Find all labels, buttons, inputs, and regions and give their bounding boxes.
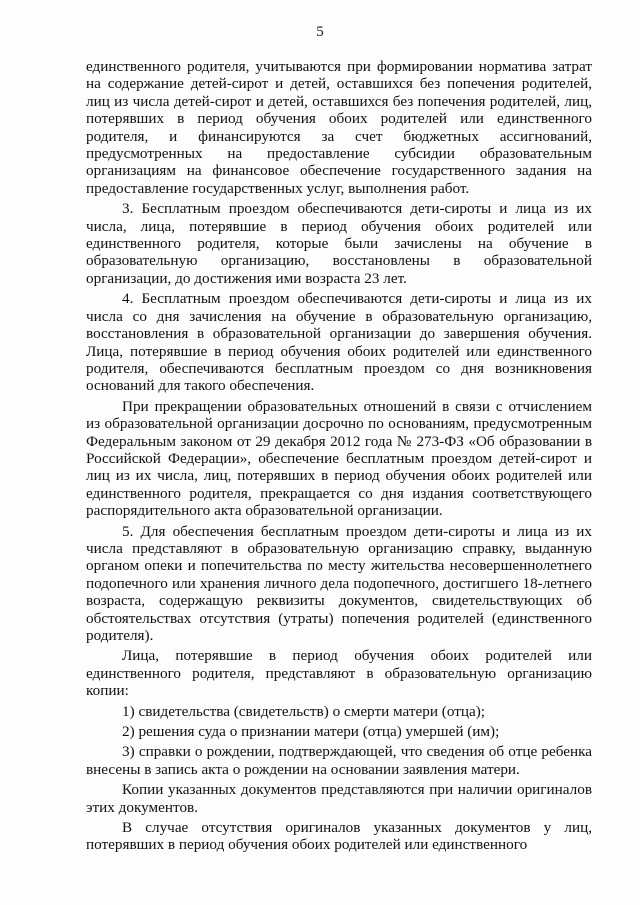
list-item-1: 1) свидетельства (свидетельств) о смерти матери (отца); (122, 702, 486, 720)
list-item-2: 2) решения суда о признании матери (отца) умершей (им); (122, 723, 500, 741)
paragraph-item-3: 3. Бесплатным проездом обеспечиваются дети-сироты и лица из их числа, лица, потерявшие в период обучения обоих родителей или единственного родителя, которые были зачислены на обучение в образовательную организацию, восстановлены в образовательной организации, до достижения ими возраста 23 лет. (86, 200, 592, 287)
page-number: 5 (316, 24, 324, 40)
paragraph-termination: При прекращении образовательных отношений в связи с отчислением из образовательной организации досрочно по основаниям, предусмотренным Федеральным законом от 29 декабря 2012 года № 273-ФЗ «Об образовании в Российской Федерации», обеспечение бесплатным проездом детей-сирот и лиц из их числа, лиц, потерявших в период обучения обоих родителей или единственного родителя, прекращается со дня издания соответствующего распорядительного акта образовательной организации. (86, 397, 592, 520)
paragraph-item-5: 5. Для обеспечения бесплатным проездом дети-сироты и лица из их числа представляют в образовательную организацию справку, выданную органом опеки и попечительства по месту жительства несовершеннолетнего подопечного или хранения личного дела подопечного, достигшего 18-летнего возраста, содержащую реквизиты документов, свидетельствующих об обстоятельствах отсутствия (утраты) попечения родителей (единственного родителя). (86, 522, 592, 644)
document-body (86, 58, 592, 854)
paragraph-absence: В случае отсутствия оригиналов указанных документов у лиц, потерявших в период обучения обоих родителей или единственного (86, 819, 592, 854)
paragraph-copies-intro: Лица, потерявшие в период обучения обоих родителей или единственного родителя, представляют в образовательную организацию копии: (86, 647, 592, 700)
list-item-3: 3) справки о рождении, подтверждающей, что сведения об отце ребенка внесены в запись акта о рождении на основании заявления матери. (86, 743, 592, 778)
paragraph-item-4: 4. Бесплатным проездом обеспечиваются дети-сироты и лица из их числа со дня зачисления на обучение в образовательную организацию, восстановления в образовательной организации до завершения обучения. Лица, потерявшие в период обучения обоих родителей или единственного родителя, обеспечиваются бесплатным проездом со дня возникновения оснований для такого обеспечения. (86, 290, 592, 395)
paragraph-originals: Копии указанных документов представляются при наличии оригиналов этих документов. (86, 781, 592, 816)
paragraph-continuation: единственного родителя, учитываются при формировании норматива затрат на содержание детей-сирот и детей, оставшихся без попечения родителей, лиц из числа детей-сирот и детей, оставшихся без попечения родителей, лиц, потерявших в период обучения обоих родителей или единственного родителя, и финансируются за счет бюджетных ассигнований, предусмотренных на предоставление субсидии образовательным организациям на финансовое обеспечение государственного задания на предоставление государственных услуг, выполнения работ. (86, 58, 592, 197)
